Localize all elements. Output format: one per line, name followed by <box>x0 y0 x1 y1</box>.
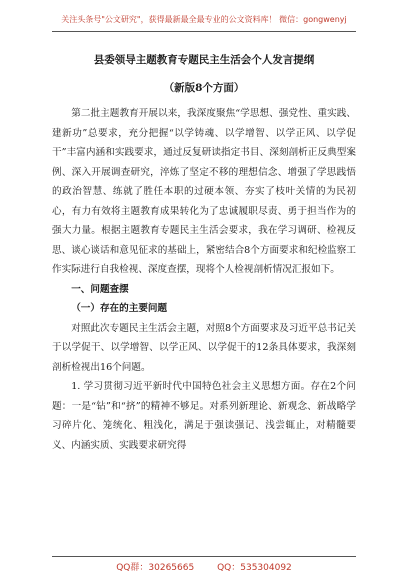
section-heading-problems: 一、问题查摆 <box>71 283 129 295</box>
document-subtitle: （新版8个方面） <box>163 82 245 94</box>
subsection-heading-main-problems: （一）存在的主要问题 <box>71 303 168 314</box>
problems-summary-paragraph: 对照此次专题民主生活会主题，对照8个方面要求及习近平总书记关于以学促干、以学增智、以学正风、以学促干的12条具体要求，我深刻剖析检视出16个问题。 <box>52 322 356 373</box>
problem-item-1-paragraph: 1. 学习贯彻习近平新时代中国特色社会主义思想方面。存在2个问题：一是“钻”和“挤”的精神不够足。对系列新理论、新观念、新战略学习碎片化、笼统化、粗浅化，满足于强读强记、浅尝辄止，对精髓要义、内涵实质、实践要求研究得 <box>52 381 356 451</box>
header-divider <box>52 31 356 32</box>
footer-divider <box>52 556 356 557</box>
document-body <box>52 52 356 455</box>
intro-paragraph: 第二批主题教育开展以来，我深度聚焦“学思想、强党性、重实践、建新功”总要求，充分把握“以学铸魂、以学增智、以学正风、以学促干”丰富内涵和实践要求，通过反复研读指定书目、深刻剖析正反典型案例、深入开展调查研究，淬炼了坚定不移的理想信念、增强了学思践悟的政治智慧、练就了胜任本职的过硬本领、夯实了枝叶关情的为民初心，有力有效将主题教育成果转化为了忠诚履职尽责、勇于担当作为的强大力量。根据主题教育专题民主生活会要求，我在学习调研、检视反思、谈心谈话和意见征求的基础上，紧密结合8个方面要求和纪检监察工作实际进行自我检视、深度查摆，现将个人检视剖析情况汇报如下。 <box>52 108 356 275</box>
footer-qq-group: QQ群：30265665 <box>116 563 195 573</box>
header-promo-note: 关注头条号"公文研究"，获得最新最全最专业的公文资料库！ 微信：gongwenyj <box>61 15 347 24</box>
document-title: 县委领导主题教育专题民主生活会个人发言提纲 <box>93 54 315 66</box>
footer-contact <box>0 560 408 573</box>
footer-qq: QQ：535304092 <box>217 563 292 573</box>
